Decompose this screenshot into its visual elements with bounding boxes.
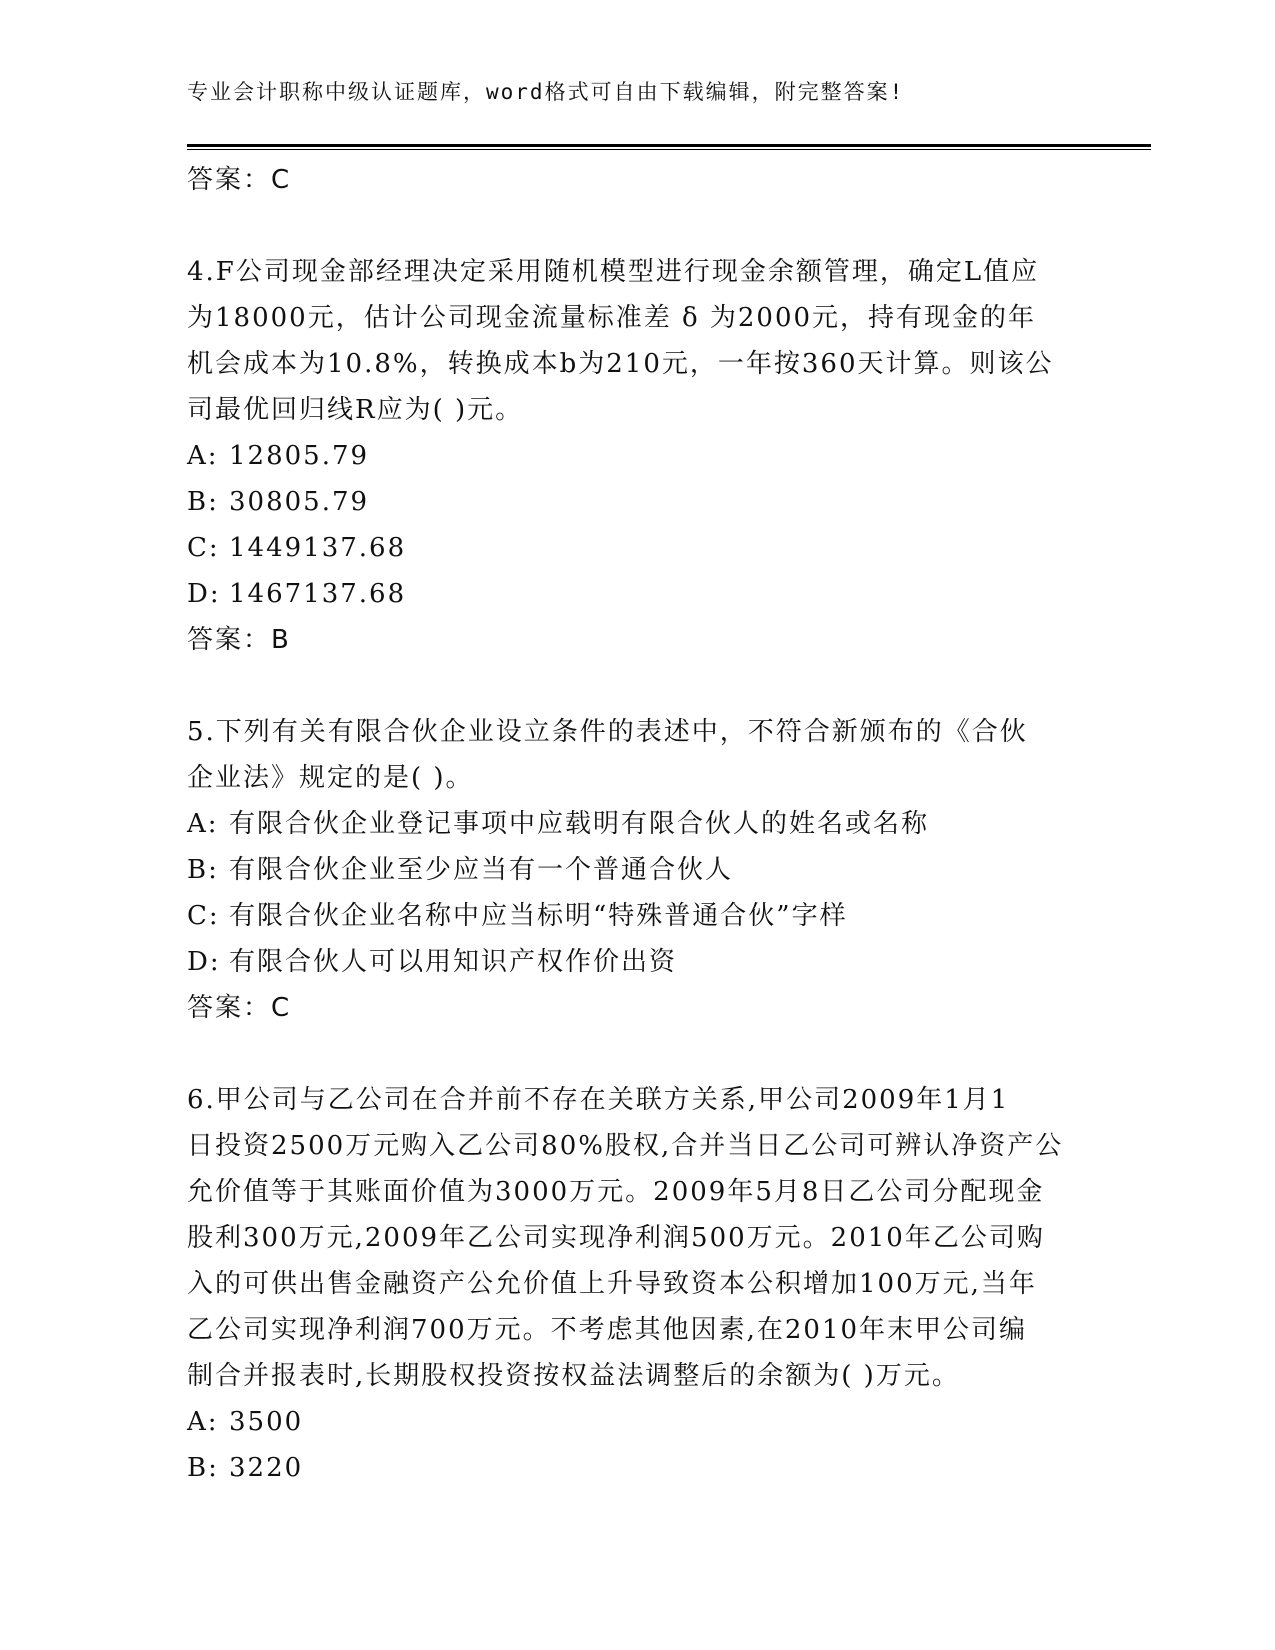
- previous-answer: 答案：C: [187, 165, 292, 195]
- question-stem: [187, 249, 1087, 433]
- stem-line: 乙公司实现净利润700万元。不考虑其他因素,在2010年末甲公司编: [187, 1315, 1028, 1345]
- option-letter: D:: [187, 579, 221, 609]
- option-b: [187, 1445, 1087, 1491]
- option-d: [187, 571, 1087, 617]
- stem-line: 日投资2500万元购入乙公司80%股权,合并当日乙公司可辨认净资产公: [187, 1131, 1064, 1161]
- question-answer: 答案：B: [187, 625, 291, 655]
- stem-line: 5.下列有关有限合伙企业设立条件的表述中，不符合新颁布的《合伙: [187, 717, 1028, 747]
- stem-line: 股利300万元,2009年乙公司实现净利润500万元。2010年乙公司购: [187, 1223, 1045, 1253]
- option-letter: A:: [187, 1407, 219, 1437]
- option-text: 有限合伙人可以用知识产权作价出资: [229, 947, 678, 977]
- option-text: 3220: [229, 1453, 304, 1483]
- stem-line: 6.甲公司与乙公司在合并前不存在关联方关系,甲公司2009年1月1: [187, 1085, 1010, 1115]
- option-text: 12805.79: [229, 441, 370, 471]
- option-letter: C:: [187, 533, 220, 563]
- option-d: [187, 939, 1087, 985]
- option-text: 3500: [229, 1407, 304, 1437]
- stem-line: 制合并报表时,长期股权投资按权益法调整后的余额为( )万元。: [187, 1361, 960, 1391]
- option-text: 有限合伙企业至少应当有一个普通合伙人: [229, 855, 734, 885]
- option-text: 1467137.68: [229, 579, 407, 609]
- option-text: 30805.79: [229, 487, 370, 517]
- header-rule-thin: [187, 149, 1151, 150]
- stem-line: 允价值等于其账面价值为3000万元。2009年5月8日乙公司分配现金: [187, 1177, 1045, 1207]
- stem-line: 企业法》规定的是( )。: [187, 763, 474, 793]
- option-text: 1449137.68: [229, 533, 407, 563]
- option-letter: B:: [187, 487, 219, 517]
- option-a: [187, 801, 1087, 847]
- option-letter: B:: [187, 1453, 219, 1483]
- option-b: [187, 479, 1087, 525]
- header-rule-thick: [187, 144, 1151, 147]
- question-stem: [187, 709, 1087, 801]
- option-letter: D:: [187, 947, 221, 977]
- spacer: [187, 203, 1087, 249]
- spacer: [187, 1031, 1087, 1077]
- question-5: [187, 709, 1087, 1031]
- option-letter: C:: [187, 901, 220, 931]
- option-b: [187, 847, 1087, 893]
- option-a: [187, 1399, 1087, 1445]
- stem-line: 入的可供出售金融资产公允价值上升导致资本公积增加100万元,当年: [187, 1269, 1037, 1299]
- stem-line: 机会成本为10.8%，转换成本b为210元，一年按360天计算。则该公: [187, 349, 1054, 379]
- question-answer: 答案：C: [187, 993, 292, 1023]
- option-text: 有限合伙企业名称中应当标明“特殊普通合伙”字样: [229, 901, 848, 931]
- question-stem: [187, 1077, 1087, 1399]
- option-letter: B:: [187, 855, 219, 885]
- spacer: [187, 663, 1087, 709]
- option-letter: A:: [187, 441, 219, 471]
- question-4: [187, 249, 1087, 663]
- option-a: [187, 433, 1087, 479]
- option-text: 有限合伙企业登记事项中应载明有限合伙人的姓名或名称: [229, 809, 930, 839]
- document-body: [187, 157, 1087, 1491]
- stem-line: 司最优回归线R应为( )元。: [187, 395, 524, 425]
- stem-line: 为18000元，估计公司现金流量标准差 δ 为2000元，持有现金的年: [187, 303, 1037, 333]
- option-letter: A:: [187, 809, 219, 839]
- option-c: [187, 893, 1087, 939]
- question-6: [187, 1077, 1087, 1491]
- option-c: [187, 525, 1087, 571]
- page-header: 专业会计职称中级认证题库，word格式可自由下载编辑，附完整答案!: [187, 80, 905, 104]
- stem-line: 4.F公司现金部经理决定采用随机模型进行现金余额管理，确定L值应: [187, 257, 1040, 287]
